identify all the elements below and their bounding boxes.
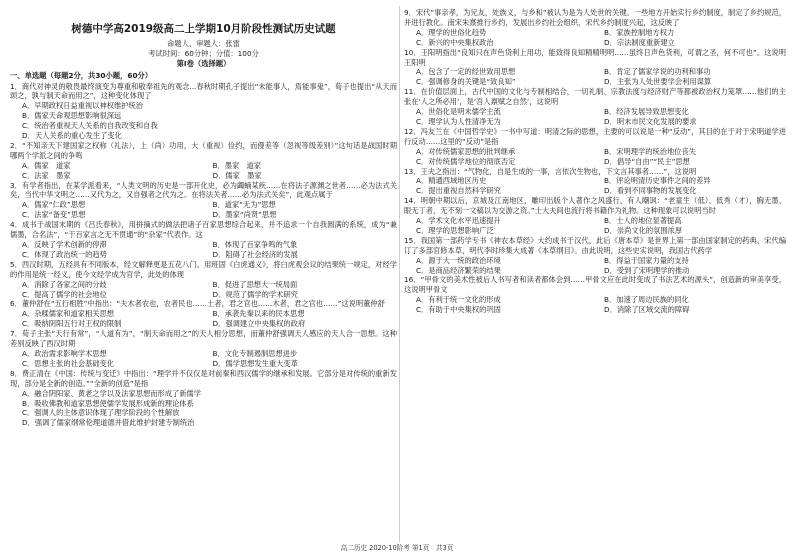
option: C．吸纳阴阳五行对王权的限制 <box>22 319 122 329</box>
question <box>10 329 397 369</box>
question <box>404 236 786 276</box>
option: D．儒家 墨家 <box>212 170 262 180</box>
option: B．得益于国家力量的支持 <box>604 255 689 265</box>
option: B．儒家天命观思想影响很深远 <box>22 111 122 121</box>
authors-line: 命题人、审题人：张雷 <box>167 39 240 48</box>
option: A．杂糅儒家和道家相关思想 <box>22 309 114 319</box>
option: A．有利于统一文化的形成 <box>416 295 501 305</box>
option: A．理学的世俗化趋势 <box>416 27 487 37</box>
left-column <box>10 8 397 428</box>
option: D．规范了儒学的学术研究 <box>212 289 298 299</box>
option: C．统治者重视天人关系的自我改变和自我 <box>22 121 158 131</box>
question-stem: 3．有学者指出，在某学派看来，“人类文明的历史是一部开化史，必为蠲蛹某疾……在将法子源渊之世者……必为法式关矣，当代中华文明之……又代为之，又自强者之代为之。在将法关者……必为法式关矣”，此观点属于 <box>10 180 397 200</box>
option: C．理学的思想影响广泛 <box>416 225 494 235</box>
question-stem: 7．荀子主张“天行有常”，“人道有为”，“制天命而用之”的天人相分思想，而董仲舒强调天人感应的天人合一思想。这种差别反映了西汉时期 <box>10 329 397 349</box>
option: D．天人关系的重心发生了变化 <box>22 131 122 141</box>
option: A．学术文化水平迅速提升 <box>416 216 501 226</box>
option: A．精通西域地区历史 <box>416 176 487 186</box>
question <box>10 82 397 141</box>
question-stem: 10．王阳明指出“良知只在声色货利上用功，能致得良知精精明明……虽终日声色货利，可谓之圣，何不可也”。这说明王阳明 <box>404 47 786 67</box>
option: D．阻碍了社会经济的发展 <box>212 249 298 259</box>
exam-title: 树德中学高2019级高二上学期10月阶段性测试历史试题 <box>71 23 336 35</box>
option: A．早期政权日益重视以神权维护统治 <box>22 101 143 111</box>
option: B．墨家 道家 <box>212 160 261 170</box>
question-stem: 4．成书于战国末期的《吕氏春秋》，用拼摘式的做法把诸子百家思想综合起来，并不追求一个自我圆满的系统，成为“兼儒墨，合名法”，“于百家言之无不贯通”的“杂家”代表作。这 <box>10 220 397 240</box>
option: C．是商品经济繁荣的结果 <box>416 265 501 275</box>
option: A．消除了各家之间的分歧 <box>22 279 107 289</box>
option: D．消除了区域交流的障碍 <box>604 305 690 315</box>
option: B．宋明理学的统治地位丧失 <box>604 146 696 156</box>
question <box>10 181 397 221</box>
option: D．宗法制度重新建立 <box>604 37 675 47</box>
question-stem: 6．董仲舒在“五行相胜”中指出：“夫木者农也，农者民也……土者，君之官也……木者，君之官也……”这说明董仲舒 <box>10 299 385 309</box>
option: B．经济发展导致思想变化 <box>604 107 689 117</box>
option: B．承袭先秦以来的民本思想 <box>212 309 305 319</box>
question-stem: 13．王夫之指出：“气物化，自是生成的一事，言依次生物也，下文言其事者……”，这说明 <box>404 166 697 176</box>
option: A．儒家 道家 <box>22 160 71 170</box>
option: C．强调修身的关键是“致良知” <box>416 77 516 87</box>
option: D．主张为人处世要学会利用谋算 <box>604 77 712 87</box>
options <box>404 176 786 196</box>
option: A．源于大一统的政治环境 <box>416 255 501 265</box>
options <box>10 309 397 329</box>
option: C．体现了政治统一的趋势 <box>22 249 107 259</box>
options <box>10 240 397 260</box>
option: D．强调建立中央集权的政府 <box>212 319 306 329</box>
option: C．提高了儒学的社会地位 <box>22 289 107 299</box>
option: B．肯定了儒家学说的功利和事功 <box>604 67 711 77</box>
question-stem: 15．我国第一部药学专书《神农本草经》大约成书于汉代，此后《唐本草》是世界上第一部由国家制定的药典，宋代编订了多部官修本草，明代李时珍集大成著《本草纲目》。由此说明，这些史实说明，我国古代药学 <box>404 235 786 255</box>
option: D．明末市民文化发展的要求 <box>604 116 697 126</box>
question <box>404 8 786 48</box>
left-question-list <box>10 82 397 429</box>
option: D．受到了宋明理学的推动 <box>604 265 690 275</box>
question-stem: 5．西汉时期，五经具有不同版本，经文解释更是五花八门。用班固《白虎通义》，将白虎观会议的结果统一规定，对经学的作用是统一经义，使今文经学成为官学，此处的体现 <box>10 259 397 279</box>
question-stem: 11．在价值层面上，古代中国的文化与专制相结合，一切礼制、宗教法度与经济财产等都被政治权力笼罩……他们的主张在‘人之所必用’，是‘吾人禀赋之自然’，这说明 <box>404 87 786 107</box>
option: A．反映了学术创新的停滞 <box>22 240 107 249</box>
option: D．崇尚文化的氛围浓厚 <box>604 225 683 235</box>
question-stem: 12．冯友兰在《中国哲学史》一书中写道：明清之际的思想，主要的可以说是一种“反动”，其目的在于对于宋明道学进行反动……这里的“反动”是指 <box>404 126 786 146</box>
option: A．政治需求影响学术思想 <box>22 348 107 358</box>
options <box>404 147 786 167</box>
option: B．评论明清历史事件之间的差异 <box>604 176 711 186</box>
option: C．法家 墨家 <box>22 170 71 180</box>
option: A．融合阴阳家、黄老之学以及法家思想而形成了新儒学 <box>22 388 201 398</box>
options <box>404 28 786 48</box>
question <box>10 220 397 260</box>
option: B．加速了周边民族的同化 <box>604 295 689 305</box>
option: C．强调人的主体意识体现了理学阶段的个性解放 <box>22 408 180 418</box>
question <box>404 167 786 197</box>
option: D．看到不同事物的发展变化 <box>604 186 697 196</box>
column-divider <box>399 6 400 542</box>
option: D．强调了儒家纲常伦理道德并借此维护封建专制统治 <box>22 418 195 428</box>
section-heading: 一、单选题（每题2分，共30小题，60分） <box>10 71 153 80</box>
option: C．思想主张的社会基础变化 <box>22 358 115 368</box>
question-stem: 9．宋代“事亲孝，为兄友，处族义，与乡和”被认为是为人处世的关键。一些地方开始实行乡约制度，制定了乡约规范，并进行教化。南宋朱熹推行乡约，发展出乡约社会组织，宋代乡约制度兴起，这反映了 <box>404 8 786 27</box>
option: B．促进了思想大一统局面 <box>212 279 298 289</box>
option: B．吸收佛教和道家思想使儒学发展形成新的理论体系 <box>22 398 194 408</box>
option: D．儒学思想发生重大变革 <box>212 358 298 368</box>
question <box>404 127 786 167</box>
option: C．有助于中央集权的巩固 <box>416 305 501 315</box>
option: B．文化专制遏制思想进步 <box>212 348 298 358</box>
question <box>404 48 786 88</box>
options <box>404 295 786 315</box>
question <box>10 260 397 300</box>
question <box>404 87 786 127</box>
options <box>404 107 786 127</box>
option: C．理学认为人性清净无为 <box>416 116 501 126</box>
page-footer: 高二历史 2020-10阶考 第1页 共3页 <box>340 544 454 552</box>
option: D．倡导“自由”“民主”思想 <box>604 156 690 166</box>
option: A．儒家“仁政”思想 <box>22 200 86 210</box>
option: C．法家“备变”思想 <box>22 210 86 220</box>
option: B．士人的地位显著提高 <box>604 216 682 226</box>
question <box>10 141 397 181</box>
question <box>404 196 786 236</box>
option: C．新兴的中央集权政治 <box>416 37 494 47</box>
options <box>10 161 397 181</box>
option: C．对传统儒学地位的彻底否定 <box>416 156 516 166</box>
options <box>404 216 786 236</box>
option: D．墨家“尚贤”思想 <box>212 210 277 220</box>
option: B．道家“无为”思想 <box>212 200 276 210</box>
question-stem: 8．费正清在《中国：传统与变迁》中指出：“理学并不仅仅是对前秦和西汉儒学的继承和发展。它部分是对传统的重新发现，部分是全新的创造。”“全新的创造”是指 <box>10 368 397 388</box>
question-stem: 14．明朝中期以后，京城及江南地区，雕印出版个人著作之风盛行，有人嘲讽：“老童生（低）、低秀（才），胸无墨、眼无丁者，无不刻一文稿以为交游之资。”士大夫间也流行将书籍作为礼物。这种现象可以说明当时 <box>404 196 786 216</box>
options <box>404 256 786 276</box>
options <box>404 67 786 87</box>
option: A．世俗化是明末儒学主流 <box>416 107 501 117</box>
right-question-list <box>404 8 786 315</box>
option: B．家族控制地方权力 <box>604 27 675 37</box>
question-stem: 1．商代对神灵的敬畏最终演变为尊重和敬奉祖先的观念...春秋时期孔子提出“未能事人，焉能事鬼”，荀子也提出“从天而颂之，孰与制天命而用之”，这种变化体现了 <box>10 81 397 101</box>
question <box>10 369 397 428</box>
volume-heading: 第I卷（选择题） <box>176 59 231 68</box>
question-stem: 16．“甲骨文的美术性被后人书写者和读者都体会到……甲骨文应在此时变成了书法艺术的源头”，创造新的审美享受，这说明甲骨文 <box>404 275 786 295</box>
exam-info: 考试时间：60分钟；分值：100分 <box>148 49 259 58</box>
question <box>10 299 397 329</box>
question-stem: 2．“不知亲天下建国家之权称（礼法），上（尚）功用，大（重视）俭约，而僈差等（忽视等级差别）”这句话是战国时期哪两个学派之间的争鸣 <box>10 140 397 160</box>
options <box>10 389 397 429</box>
right-column <box>404 8 786 315</box>
options <box>10 349 397 369</box>
option: C．提出重视自然科学研究 <box>416 186 501 196</box>
option: B．体现了百家争鸣的气象 <box>212 240 298 249</box>
option: A．对传统儒家思想的批判继承 <box>416 146 516 156</box>
question <box>404 275 786 315</box>
options <box>10 200 397 220</box>
options <box>10 280 397 300</box>
options <box>10 101 397 141</box>
option: A．包含了一定的经世致用思想 <box>416 67 516 77</box>
